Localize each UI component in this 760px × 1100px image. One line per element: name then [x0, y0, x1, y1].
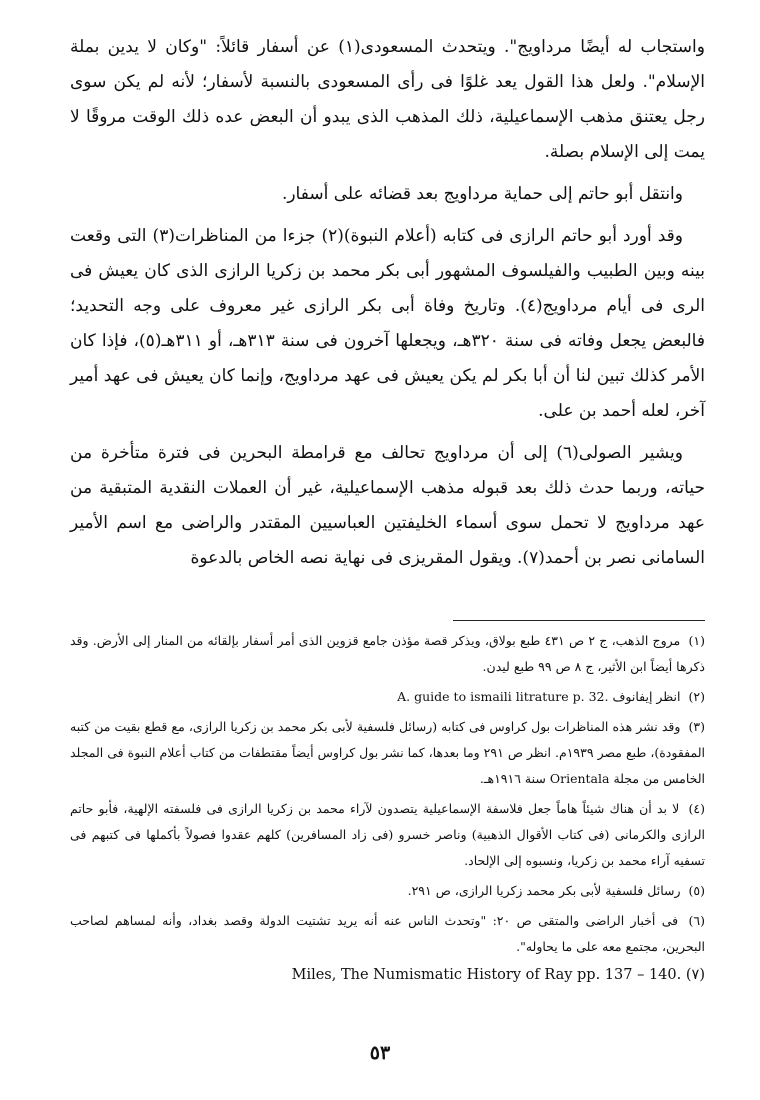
paragraph-1: واستجاب له أيضًا مرداويج". ويتحدث المسعودى(١) عن أسفار قائلاً: "وكان لا يدين بملة الإسلام". ولعل هذا القول يعد غلوًا فى رأى المسعودى بالنسبة لأسفار؛ لأنه لم يكن سوى رجل يعتنق مذهب الإسماعيلية، ذلك المذهب الذى يبدو أن البعض عده ذلك الوقت مروقًا لا يمت إلى الإسلام بصلة. — [70, 37, 705, 162]
footnote-text: رسائل فلسفية لأبى بكر محمد زكريا الرازى، ص ٢٩١. — [407, 883, 681, 898]
footnote-number: (٦) — [688, 913, 705, 928]
footnote-text: انظر إيفانوف — [612, 689, 681, 704]
footnote-6 — [70, 908, 705, 960]
footnote-latin-reference: Orientala — [549, 771, 610, 786]
footnote-text: وقد نشر هذه المناظرات بول كراوس فى كتابه (رسائل فلسفية لأبى بكر محمد بن زكريا الرازى، مع قطع بقيت من كتبه المفقودة)، طبع مصر ١٩٣٩م. انظر ص ٢٩١ وما بعدها، كما نشر بول كراوس أيضاً مقتطفات من كتاب أعلام النبوة فى المجلد الخامس من مجلة — [70, 719, 705, 786]
footnote-3 — [70, 714, 705, 792]
footnote-text: لا بد أن هناك شيئاً هاماً جعل فلاسفة الإسماعيلية يتصدون لآراء محمد بن زكريا الرازى فى فلسفته الإلهية، فأبو حاتم الرازى والكرمانى (فى كتاب الأقوال الذهبية) وناصر خسرو (فى زاد المسافرين) كلهم عقدوا فصولاً بأكملها فى كتبهم فى تسفيه آراء محمد بن زكريا، ونسبوه إلى الإلحاد. — [70, 801, 705, 868]
footnote-latin-reference: A. guide to ismaili litrature p. 32. — [397, 689, 609, 704]
footnote-number: (٢) — [688, 689, 705, 704]
footnotes — [70, 628, 705, 990]
paragraph-4: ويشير الصولى(٦) إلى أن مرداويج تحالف مع قرامطة البحرين فى فترة متأخرة من حياته، وربما حدث ذلك بعد قبوله مذهب الإسماعيلية، غير أن العملات النقدية المتبقية من عهد مرداويج لا تحمل سوى أسماء الخليفتين العباسيين المقتدر والراضى مع اسم الأمير السامانى نصر بن أحمد(٧). ويقول المقريزى فى نهاية نصه الخاص بالدعوة — [70, 443, 705, 568]
footnote-number: (١) — [688, 633, 705, 648]
footnote-number: (٣) — [688, 719, 705, 734]
footnote-text-after: سنة ١٩١٦هـ. — [479, 771, 546, 786]
footnote-latin-reference: Miles, The Numismatic History of Ray pp. 137 – 140. — [291, 967, 682, 983]
footnote-4 — [70, 796, 705, 874]
footnote-text: فى أخبار الراضى والمتقى ص ٢٠: "وتحدث الناس عنه أنه يريد تشتيت الدولة وقصد بغداد، وأنه لمساهم لصاحب البحرين، مجتمع معه على ما يحاوله". — [70, 913, 705, 954]
footnote-divider — [453, 620, 705, 621]
paragraph-2: وانتقل أبو حاتم إلى حماية مرداويج بعد قضائه على أسفار. — [281, 184, 683, 204]
footnote-text: مروج الذهب، ج ٢ ص ٤٣١ طبع بولاق، ويذكر قصة مؤذن جامع قزوين الذى أمر أسفار بإلقائه من المنار إلى الأرض. وقد ذكرها أيضاً ابن الأثير، ج ٨ ص ٩٩ طبع ليدن. — [70, 633, 705, 674]
main-text — [70, 30, 705, 576]
footnote-number: (٥) — [688, 883, 705, 898]
footnote-1 — [70, 628, 705, 680]
footnote-7 — [70, 964, 705, 986]
footnote-number: (٧) — [685, 967, 705, 983]
paragraph-3: وقد أورد أبو حاتم الرازى فى كتابه (أعلام النبوة)(٢) جزءا من المناظرات(٣) التى وقعت بينه وبين الطبيب والفيلسوف المشهور أبى بكر محمد بن زكريا الرازى الذى كان يعيش فى الرى فى أيام مرداويج(٤). وتاريخ وفاة أبى بكر الرازى غير معروف على وجه التحديد؛ فالبعض يجعل وفاته فى سنة ٣٢٠هـ، ويجعلها آخرون فى سنة ٣١٣هـ، أو ٣١١هـ(٥)، فإذا كان الأمر كذلك تبين لنا أن أبا بكر لم يكن يعيش فى عهد مرداويج، وإنما كان يعيش فى عهد أمير آخر، لعله أحمد بن على. — [70, 226, 705, 421]
footnote-2 — [70, 684, 705, 710]
footnote-5 — [70, 878, 705, 904]
footnote-number: (٤) — [688, 801, 705, 816]
page-number: ٥٣ — [369, 1042, 391, 1064]
